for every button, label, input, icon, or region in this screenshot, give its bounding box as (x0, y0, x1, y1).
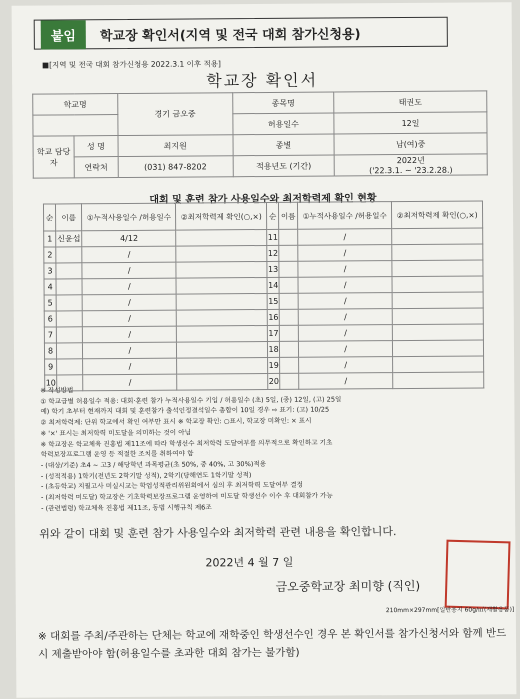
cell-name (279, 309, 298, 325)
contact-value: (031) 847-8202 (118, 156, 233, 178)
cell-days: / (298, 261, 392, 278)
cell-min (176, 293, 267, 310)
col-no-2: 순 (267, 202, 279, 229)
footnote: ※ 대회를 주최/주관하는 단체는 학교에 재학중인 학생선수인 경우 본 확인서를 참가신청서와 함께 반드시 제출받아야 함(허용일수를 초과한 대회 참가는 불가함) (37, 627, 507, 661)
cell-no: 14 (267, 277, 279, 293)
note-line: ① 학교급별 허용일수 적용: 대회·훈련 참가 누적사용일수 기입 / 허용일수 (초) 5일, (중) 12일, (고) 25일 (40, 395, 342, 406)
cell-days: / (298, 293, 392, 310)
cell-days: / (82, 310, 176, 327)
contact-label: 연락처 (74, 157, 118, 178)
cell-name (279, 245, 298, 261)
sex-value: 남(여)중 (334, 133, 487, 155)
cell-no: 19 (268, 357, 280, 373)
cell-no: 12 (267, 245, 279, 261)
note-line: ② 최저학력제: 단위 학교에서 확인 여부만 표시 ※ 학교장 확인: ○표시, 학교장 미확인: × 표시 (40, 416, 312, 427)
cell-min (392, 260, 483, 277)
note-line: - (최저학력 미도달) 학교장은 기초학력보장프로그램 운영하여 미도달 학생선수 이수 후 대회참가 가능 (40, 491, 333, 502)
cell-min (393, 340, 484, 357)
section-title: 대회 및 훈련 참가 사용일수와 최저학력제 확인 현황 (149, 193, 377, 206)
cell-min (392, 292, 483, 309)
allowed-days-label: 허용일수 (233, 113, 335, 135)
cell-no: 20 (268, 373, 280, 389)
cell-name (280, 325, 299, 341)
col-name-2: 이름 (279, 202, 298, 229)
cell-name (279, 261, 298, 277)
cell-days: / (83, 374, 177, 391)
cell-name (280, 341, 299, 357)
note-line: - (관련법령) 학교체육 진흥법 제11조, 동법 시행규칙 제6조 (41, 503, 212, 513)
cell-days: / (299, 373, 393, 390)
cell-no: 2 (44, 247, 56, 263)
paper-spec: 210mm×297mm[일반용지 60g/㎡(재활용품)] (385, 606, 515, 615)
cell-name (57, 343, 83, 359)
cell-name (56, 279, 82, 295)
school-value: 경기 금오중 (117, 93, 232, 136)
cell-min (393, 324, 484, 341)
cell-days: / (299, 341, 393, 358)
col-min: ②최저학력제 확인(○,×) (176, 202, 267, 230)
cell-min (177, 357, 268, 374)
cell-min (176, 229, 267, 246)
cell-days: / (298, 309, 392, 326)
cell-days: / (298, 229, 392, 246)
cell-name (279, 229, 298, 245)
year-label: 적용년도 (기간) (233, 155, 335, 177)
cell-days: / (82, 294, 176, 311)
event-value: 태권도 (334, 91, 487, 113)
sex-label: 종별 (233, 134, 335, 156)
cell-min (392, 244, 483, 261)
note-line: ※ 작성방법 (40, 386, 74, 395)
cell-name (279, 277, 298, 293)
cell-no: 9 (45, 359, 57, 375)
cell-days: / (83, 342, 177, 359)
cell-min (392, 276, 483, 293)
cell-min (176, 261, 267, 278)
cell-days: / (82, 278, 176, 295)
cell-days: / (298, 245, 392, 262)
note-line: - (성적적용) 1학기(전년도 2학기말 성적), 2학기(당해연도 1학기말 성적) (40, 470, 252, 481)
cell-days: / (298, 277, 392, 294)
cell-no: 16 (267, 309, 279, 325)
issue-date: 2022년 4 월 7 일 (205, 555, 294, 570)
cell-name (56, 327, 82, 343)
cell-min (176, 245, 267, 262)
note-line: ※ 학교장은 학교체육 진흥법 제11조에 따라 학생선수 최저학력 도달여부를 의무적으로 확인하고 기초 (40, 438, 333, 449)
manager-label: 학교 담당자 (33, 136, 74, 178)
cell-days: / (83, 326, 177, 343)
note-line: 학력보장프로그램 운영 등 적절한 조치를 취하여야 함 (40, 449, 194, 459)
document-header (34, 17, 448, 50)
cell-name (56, 247, 82, 263)
document-title: 학교장 확인서 (206, 70, 319, 91)
col-days: ①누적사용일수 /허용일수 (82, 203, 176, 231)
cell-name (280, 357, 299, 373)
cell-name (279, 293, 298, 309)
note-line: - (초등학교) 지필고사 미실시교는 학업성적관리위원회에서 심의 후 최저학력 도달여부 결정 (40, 481, 304, 491)
cell-no: 3 (44, 263, 56, 279)
name-label: 성 명 (74, 136, 118, 157)
col-days-2: ①누적사용일수 /허용일수 (298, 202, 392, 230)
cell-min (393, 356, 484, 373)
cell-no: 11 (267, 229, 279, 245)
cell-no: 18 (268, 341, 280, 357)
principal-signature: 금오중학교장 최미향 (직인) (275, 578, 421, 594)
cell-min (177, 341, 268, 358)
cell-no: 5 (44, 295, 56, 311)
applicability-note: ■[지역 및 전국 대회 참가신청용 2022.3.1 이후 적용] (41, 59, 221, 70)
cell-name: 신윤섭 (56, 231, 82, 247)
name-value: 최지원 (118, 135, 233, 157)
cell-name (56, 311, 82, 327)
cell-min (392, 308, 483, 325)
official-seal (445, 540, 511, 610)
writing-instructions (40, 382, 501, 514)
cell-min (177, 325, 268, 342)
cell-no: 1 (44, 231, 56, 247)
cell-no: 13 (267, 261, 279, 277)
cell-days: / (82, 246, 176, 263)
document-page (12, 2, 517, 697)
cell-name (56, 295, 82, 311)
allowed-days-value: 12일 (334, 112, 487, 134)
cell-no: 8 (44, 343, 56, 359)
cell-min (392, 228, 483, 245)
year-text: 2022년 (396, 155, 425, 166)
attachment-tag: 붙임 (41, 20, 86, 49)
cell-days: / (83, 358, 177, 375)
period-text: ('22.3.1. ~ '23.2.28.) (369, 165, 453, 176)
event-label: 종목명 (232, 92, 334, 114)
col-no: 순 (43, 204, 55, 231)
cell-no: 15 (267, 293, 279, 309)
cell-no: 7 (44, 327, 56, 343)
cell-days: / (299, 357, 393, 374)
cell-no: 10 (45, 375, 57, 391)
cell-days: / (298, 325, 392, 342)
cell-no: 4 (44, 279, 56, 295)
cell-no: 17 (267, 325, 279, 341)
header-title: 학교장 확인서(지역 및 전국 대회 참가신청용) (99, 26, 361, 44)
school-info-table (32, 90, 488, 178)
note-line: ※ '×' 표시는 최저학력 미도달을 의미하는 것이 아님 (40, 428, 191, 438)
cell-days: 4/12 (82, 230, 176, 247)
cell-days: / (82, 262, 176, 279)
col-name: 이름 (56, 204, 82, 231)
cell-min (176, 277, 267, 294)
confirmation-text: 위와 같이 대회 및 훈련 참가 사용일수와 최저학력 관련 내용을 확인합니다. (39, 525, 397, 541)
col-min-2: ②최저학력제 확인(○,×) (392, 201, 483, 229)
cell-name (56, 263, 82, 279)
note-line: 예) 학기 초부터 현재까지 대회 및 훈련참가 출석인정결석일수 총합이 10일 경우 ⇨ 표기: (고) 10/25 (40, 405, 330, 416)
school-label: 학교명 (33, 94, 118, 116)
cell-min (177, 309, 268, 326)
cell-name (57, 359, 83, 375)
note-line: - (대상/기준) 초4 ~ 고3 / 해당학년 과목평균(초 50%, 중 40%, 고 30%)적용 (40, 459, 267, 470)
year-value (334, 154, 487, 176)
cell-no: 6 (44, 311, 56, 327)
usage-table (43, 200, 484, 391)
